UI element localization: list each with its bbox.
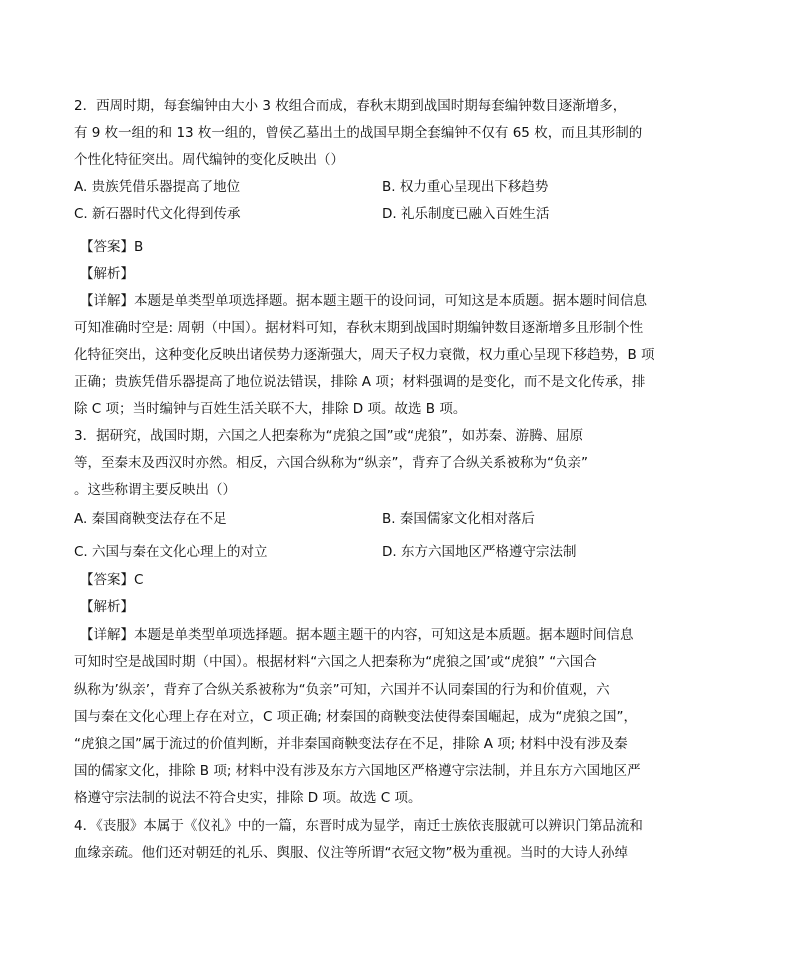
q2-option-d: D. 礼乐制度已融入百姓生活 bbox=[382, 206, 550, 222]
q3-detail-line-6: 国的儒家文化，排除 B 项; 材料中没有涉及东方六国地区严格遵守宗法制，并且东方六国地区严 bbox=[74, 763, 641, 779]
q3-detail-line-5: “虎狼之国”属于流过的价值判断，并非秦国商鞅变法存在不足，排除 A 项; 材料中没有涉及秦 bbox=[74, 736, 628, 752]
q3-stem-line-1: 3．据研究，战国时期，六国之人把秦称为“虎狼之国”或“虎狼”，如苏秦、游腾、屈原 bbox=[74, 428, 584, 444]
q3-stem-line-3: 。这些称谓主要反映出（） bbox=[74, 482, 236, 498]
q3-analysis-label: 【解析】 bbox=[80, 599, 134, 615]
q2-detail-line-4: 正确；贵族凭借乐器提高了地位说法错误，排除 A 项；材料强调的是变化，而不是文化传承，排 bbox=[74, 374, 646, 390]
q2-detail-line-1: 【详解】本题是单类型单项选择题。据本题主题干的设问词，可知这是本质题。据本题时间信息 bbox=[80, 293, 647, 309]
q2-answer: 【答案】B bbox=[80, 239, 144, 255]
q2-option-a: A. 贵族凭借乐器提高了地位 bbox=[74, 179, 241, 195]
q3-detail-line-4: 国与秦在文化心理上存在对立，C 项正确; 材秦国的商鞅变法使得秦国崛起，成为“虎狼之国”， bbox=[74, 709, 638, 725]
q3-detail-line-1: 【详解】本题是单类型单项选择题。据本题主题干的内容，可知这是本质题。据本题时间信息 bbox=[80, 627, 634, 643]
q4-stem-line-1: 4．《丧服》本属于《仪礼》中的一篇，东晋时成为显学，南迁士族依丧服就可以辨识门第品流和 bbox=[74, 818, 643, 834]
q2-stem-line-1: 2．西周时期，每套编钟由大小 3 枚组合而成，春秋末期到战国时期每套编钟数目逐渐增多， bbox=[74, 98, 627, 114]
q4-stem-line-2: 血缘亲疏。他们还对朝廷的礼乐、舆服、仪注等所谓“衣冠文物”极为重视。当时的大诗人孙绰 bbox=[74, 845, 628, 861]
q3-detail-line-7: 格遵守宗法制的说法不符合史实，排除 D 项。故选 C 项。 bbox=[74, 790, 422, 806]
q2-stem-line-2: 有 9 枚一组的和 13 枚一组的，曾侯乙墓出土的战国早期全套编钟不仅有 65 枚，而且其形制的 bbox=[74, 125, 643, 141]
q3-option-c: C. 六国与秦在文化心理上的对立 bbox=[74, 544, 268, 560]
q3-option-a: A. 秦国商鞅变法存在不足 bbox=[74, 511, 227, 527]
q2-detail-line-5: 除 C 项；当时编钟与百姓生活关联不大，排除 D 项。故选 B 项。 bbox=[74, 401, 467, 417]
q3-detail-line-2: 可知时空是战国时期（中国）。根据材料“六国之人把秦称为“虎狼之国’或“虎狼” “六国合 bbox=[74, 654, 597, 670]
q2-option-b: B. 权力重心呈现出下移趋势 bbox=[382, 179, 549, 195]
q3-stem-line-2: 等，至秦末及西汉时亦然。相反，六国合纵称为“纵亲”，背弃了合纵关系被称为“负亲” bbox=[74, 455, 588, 471]
q2-detail-line-3: 化特征突出，这种变化反映出诸侯势力逐渐强大，周天子权力衰微，权力重心呈现下移趋势，B 项 bbox=[74, 347, 655, 363]
q2-analysis-label: 【解析】 bbox=[80, 266, 134, 282]
q2-option-c: C. 新石器时代文化得到传承 bbox=[74, 206, 241, 222]
q3-answer: 【答案】C bbox=[80, 572, 144, 588]
q3-detail-line-3: 纵称为’纵亲’，背弃了合纵关系被称为“负亲”可知，六国并不认同秦国的行为和价值观，六 bbox=[74, 682, 610, 698]
q2-detail-line-2: 可知准确时空是: 周朝（中国）。据材料可知，春秋末期到战国时期编钟数目逐渐增多且形制个性 bbox=[74, 320, 644, 336]
q2-stem-line-3: 个性化特征突出。周代编钟的变化反映出（） bbox=[74, 152, 344, 168]
q3-option-d: D. 东方六国地区严格遵守宗法制 bbox=[382, 544, 577, 560]
q3-option-b: B. 秦国儒家文化相对落后 bbox=[382, 511, 535, 527]
